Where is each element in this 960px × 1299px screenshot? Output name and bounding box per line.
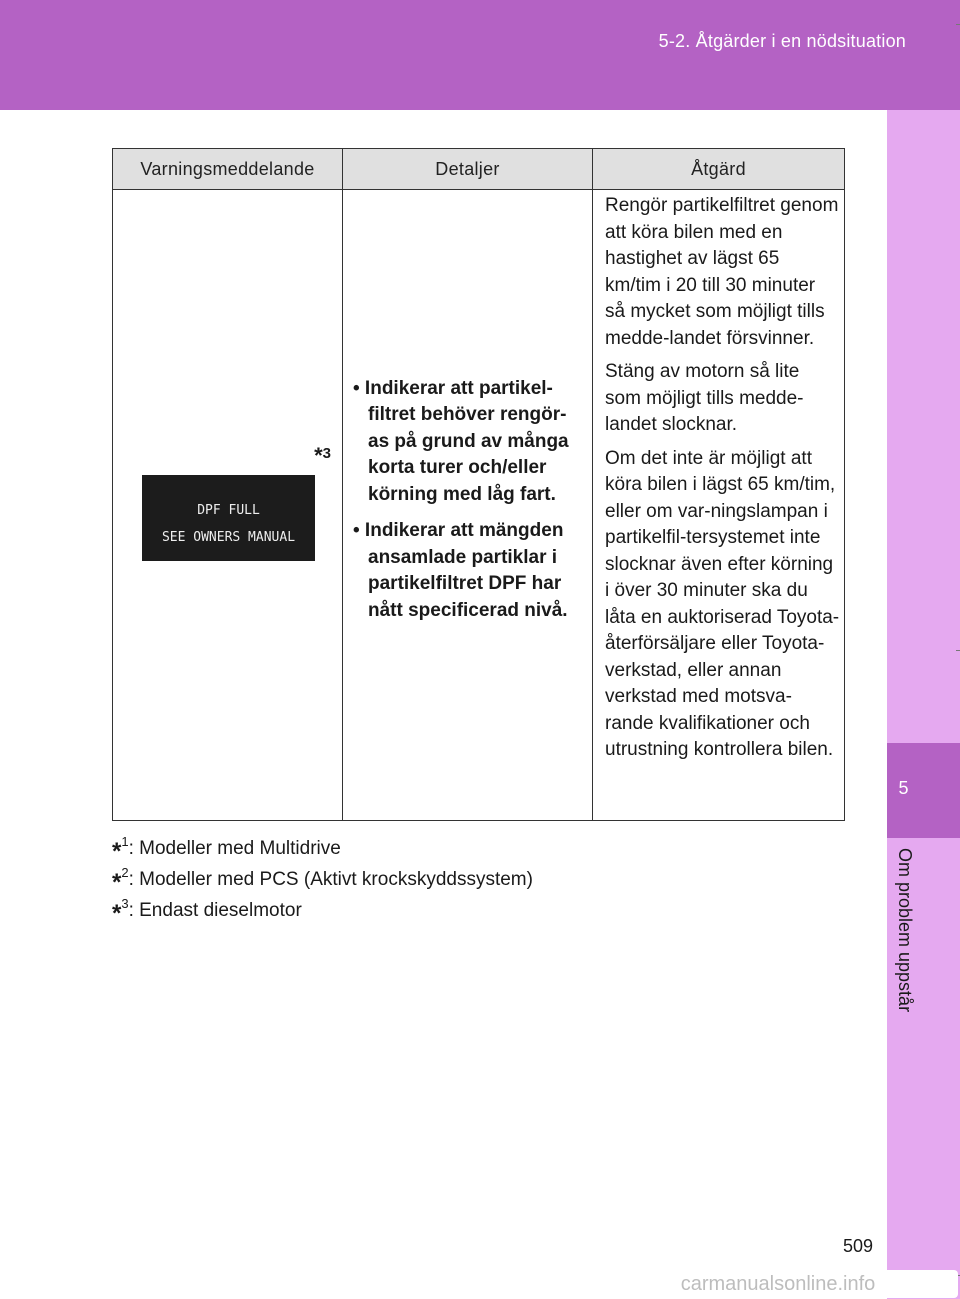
crop-mark (956, 24, 960, 25)
footnote-reference (314, 441, 331, 470)
footnote-number: 3 (121, 896, 129, 911)
details-bullet: • Indikerar att partikel-filtret behöver rengör-as på grund av många korta turer och/eller körning med låg fart. (353, 377, 569, 505)
action-paragraph: Rengör partikelfiltret genom att köra bilen med en hastighet av lägst 65 km/tim i 20 till 30 minuter så mycket som möjligt tills medde-landet försvinner. (605, 195, 839, 349)
details-cell (343, 190, 593, 821)
display-line-1: DPF FULL (197, 503, 260, 518)
footnote-number: 1 (121, 834, 129, 849)
footnote-number: 2 (121, 865, 129, 880)
footnote-text: : Modeller med PCS (Aktivt krockskyddssystem) (128, 869, 533, 890)
asterisk-icon: * (112, 900, 122, 927)
warning-table (112, 148, 845, 821)
footnote (112, 857, 533, 896)
chapter-sidebar (887, 110, 960, 1299)
footnote-reference-number: 3 (322, 445, 331, 462)
chapter-number: 5 (898, 778, 909, 798)
page-number: 509 (843, 1236, 874, 1256)
action-cell (593, 190, 845, 821)
action-paragraph: Stäng av motorn så lite som möjligt tills medde-landet slocknar. (605, 361, 804, 435)
multi-info-display (142, 475, 315, 561)
footnote (112, 826, 533, 865)
footnote-text: : Modeller med Multidrive (128, 838, 341, 859)
asterisk-icon: * (112, 869, 122, 896)
footnote (112, 888, 533, 927)
watermark: carmanualsonline.info (598, 1270, 958, 1298)
asterisk-icon: * (314, 443, 323, 468)
header-bar (0, 0, 960, 110)
section-title: 5-2. Åtgärder i en nödsituation (658, 31, 906, 51)
column-header-action: Åtgärd (593, 149, 845, 190)
asterisk-icon: * (112, 838, 122, 865)
display-line-2: SEE OWNERS MANUAL (161, 530, 296, 545)
column-header-details: Detaljer (343, 149, 593, 190)
footnotes (112, 826, 533, 927)
footnote-text: : Endast dieselmotor (128, 900, 302, 921)
crop-mark (956, 650, 960, 651)
table-row (113, 190, 845, 821)
action-paragraph: Om det inte är möjligt att köra bilen i lägst 65 km/tim, eller om var-ningslampan i partikelfil-tersystemet inte slocknar även efter körning i över 30 minuter ska du låta en auktoriserad Toyota-återförsäljare eller Toyota-verkstad, eller annan verkstad med motsva-rande kvalifikationer och utrustning kontrollera bilen. (605, 447, 840, 760)
column-header-warning: Varningsmeddelande (113, 149, 343, 190)
chapter-title: Om problem uppstår (895, 848, 915, 1013)
details-bullet: • Indikerar att mängden ansamlade partiklar i partikelfiltret DPF har nått specificerad nivå. (353, 520, 568, 621)
warning-message-cell (113, 190, 343, 821)
